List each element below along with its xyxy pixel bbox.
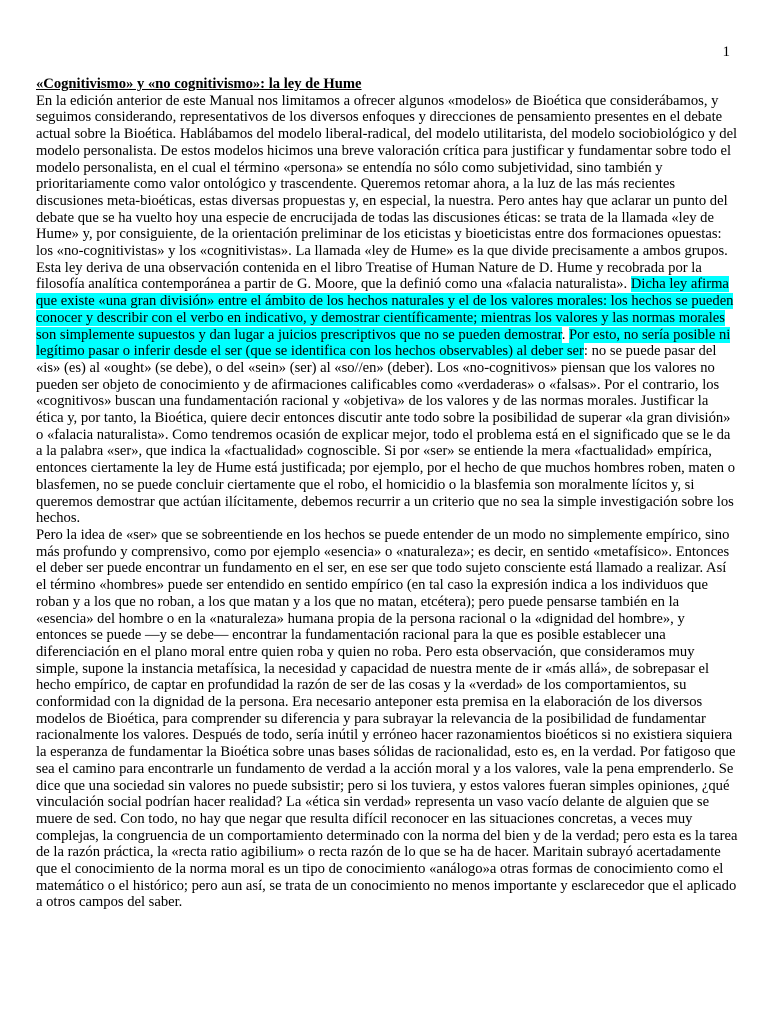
text-segment: : no se puede pasar del «is» (es) al «ought» (se debe), o del «sein» (ser) al «so//en» (deber). Los «no-cognitivos» piensan que los valores no pueden ser objeto de conocimiento y de afirmaciones calificables como «verdaderas» o «falsas». Por el contrario, los «cognitivos» buscan una fundamentación racional y «objetiva» de los valores y de las normas morales. Justificar la ética y, por tanto, la Bioética, quiere decir entonces discutir ante todo sobre la posibilidad de superar «la gran división» o «falacia naturalista». Como tendremos ocasión de explicar mejor, todo el problema está en el significado que se le da a la palabra «ser», que indica la «factualidad» cognoscible. Si por «ser» se entiende la mera «factualidad» empírica, entonces ciertamente la ley de Hume está justificada; por ejemplo, por el hecho de que muchos hombres roben, maten o blasfemen, no se puede concluir ciertamente que el robo, el homicidio o la blasfemia son moralmente lícitos y, si queremos demostrar que actúan ilícitamente, debemos recurrir a un criterio que no sea la simple investigación sobre los hechos. [36, 343, 736, 527]
paragraph [36, 93, 738, 527]
paragraph [36, 527, 738, 911]
text-segment: . [561, 326, 569, 343]
highlighted-text: Por esto, no sería posible ni legítimo pasar o inferir desde el ser (que se identifica con los hechos observables) al deber ser [36, 326, 731, 360]
text-segment: En la edición anterior de este Manual nos limitamos a ofrecer algunos «modelos» de Bioética que considerábamos, y seguimos considerando, representativos de los diversos enfoques y direcciones de pensamiento presentes en el debate actual sobre la Bioética. Hablábamos del modelo liberal-radical, del modelo utilitarista, del modelo sociobiológico y del modelo personalista. De estos modelos hicimos una breve valoración crítica para justificar y fundamentar sobre todo el modelo personalista, en el cual el término «persona» se entendía no sólo como subjetividad, sino también y prioritariamente como valor ontológico y trascendente. Queremos retomar ahora, a la luz de las más recientes discusiones meta-bioéticas, estas diversas propuestas y, en especial, la nuestra. Pero antes hay que aclarar un punto del debate que se ha vuelto hoy una especie de encrucijada de todas las discusiones éticas: se trata de la llamada «ley de Hume» y, por consiguiente, de la orientación preliminar de los eticistas y bioeticistas entre dos formaciones opuestas: los «no-cognitivistas» y los «cognitivistas». La llamada «ley de Hume» es la que divide precisamente a ambos grupos. Esta ley deriva de una observación contenida en el libro Treatise of Human Nature de D. Hume y recobrada por la filosofía analítica contemporánea a partir de G. Moore, que la definió como una «falacia naturalista». [36, 92, 738, 293]
highlighted-text: Dicha ley afirma que existe «una gran división» entre el ámbito de los hechos naturales y el de los valores morales: los hechos se pueden conocer y describir con el verbo en indicativo, y demostrar científicamente; mientras los valores y las normas morales son simplemente supuestos y dan lugar a juicios prescriptivos que no se pueden demostrar [36, 276, 734, 343]
page-number: 1 [722, 44, 730, 60]
text-segment: Pero la idea de «ser» que se sobreentiende en los hechos se puede entender de un modo no simplemente empírico, sino más profundo y comprensivo, como por ejemplo «esencia» o «naturaleza»; es decir, en sentido «metafísico». Entonces el deber ser puede encontrar un fundamento en el ser, en ese ser que todo sujeto consciente está llamado a realizar. Así el término «hombres» puede ser entendido en sentido empírico (en tal caso la expresión indica a los individuos que roban y a los que no roban, a los que matan y a los que no matan, etcétera); pero puede pensarse también en la «esencia» del hombre o en la «naturaleza» humana propia de la persona racional o la «dignidad del hombre», y entonces se puede —y se debe— encontrar la fundamentación racional para la que es posible establecer una diferenciación en el plano moral entre quien roba y quien no roba. Pero esta observación, que consideramos muy simple, supone la instancia metafísica, la necesidad y capacidad de nuestra mente de ir «más allá», de sobrepasar el hecho empírico, de captar en profundidad la razón de ser de las cosas y la «verdad» de los comportamientos, su conformidad con la dignidad de la persona. Era necesario anteponer esta premisa en la elaboración de los diversos modelos de Bioética, para comprender su diferencia y para subrayar la relevancia de la posibilidad de fundamentar racionalmente los valores. Después de todo, sería inútil y erróneo hacer razonamientos bioéticos si no existiera siquiera la esperanza de fundamentar la Bioética sobre unas bases sólidas de racionalidad, esto es, en la verdad. Por fatigoso que sea el camino para encontrarle un fundamento de verdad a la acción moral y a los valores, vale la pena emprenderlo. Se dice que una sociedad sin valores no puede subsistir; pero si los tuviera, y estos valores fueran simples opiniones, ¿qué vinculación social podrían hacer realidad? La «ética sin verdad» representa un vaso vacío delante de alguien que se muere de sed. Con todo, no hay que negar que resulta difícil reconocer en las situaciones concretas, a veces muy complejas, la congruencia de un comportamiento determinado con la norma del bien y de la verdad; pero esta es la tarea de la razón práctica, la «recta ratio agibilium» o recta razón de lo que se ha de hacer. Maritain subrayó acertadamente que el conocimiento de la norma moral es un tipo de conocimiento «análogo»a otras formas de conocimiento como el matemático o el histórico; pero aun así, se trata de un conocimiento no menos importante y esclarecedor que el aplicado a otros campos del saber. [36, 526, 738, 911]
document-body [36, 93, 738, 911]
document-title: «Cognitivismo» y «no cognitivismo»: la ley de Hume [36, 76, 362, 92]
